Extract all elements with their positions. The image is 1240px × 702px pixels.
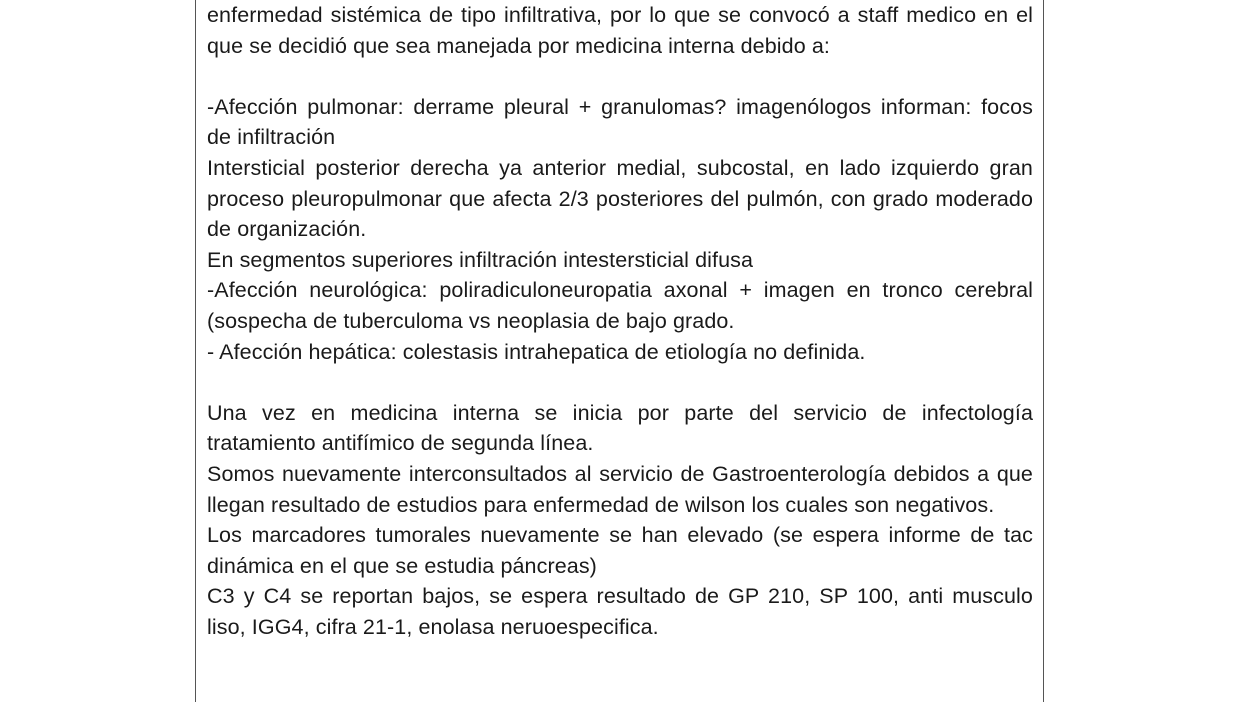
paragraph-complement: C3 y C4 se reportan bajos, se espera resultado de GP 210, SP 100, anti musculo liso, IGG4, cifra 21-1, enolasa neruoespecifica. [207, 584, 1033, 639]
document-body [207, 0, 1033, 642]
paragraph-hepatic: - Afección hepática: colestasis intrahepatica de etiología no definida. [207, 339, 866, 364]
paragraph-pulmonary: -Afección pulmonar: derrame pleural + granulomas? imagenólogos informan: focos de infiltración [207, 94, 1033, 150]
paragraph-interstitial: Intersticial posterior derecha ya anterior medial, subcostal, en lado izquierdo gran proceso pleuropulmonar que afecta 2/3 posteriores del pulmón, con grado moderado de organización. [207, 155, 1033, 242]
paragraph-internal-medicine: Una vez en medicina interna se inicia por parte del servicio de infectología tratamiento antifímico de segunda línea. [207, 400, 1033, 456]
paragraph-neurological: -Afección neurológica: poliradiculoneuropatia axonal + imagen en tronco cerebral (sospecha de tuberculoma vs neoplasia de bajo grado. [207, 278, 1033, 333]
paragraph-gastro-consult: Somos nuevamente interconsultados al servicio de Gastroenterología debidos a que llegan resultado de estudios para enfermedad de wilson los cuales son negativos. [207, 461, 1033, 517]
blank-line [207, 367, 1033, 398]
blank-line [207, 61, 1033, 92]
paragraph-tumor-markers: Los marcadores tumorales nuevamente se han elevado (se espera informe de tac dinámica en el que se estudia páncreas) [207, 523, 1033, 578]
paragraph-upper-segments: En segmentos superiores infiltración intestersticial difusa [207, 247, 754, 272]
paragraph-infiltrative-disease: enfermedad sistémica de tipo infiltrativa, por lo que se convocó a staff medico en el que se decidió que sea manejada por medicina interna debido a: [207, 3, 1033, 58]
